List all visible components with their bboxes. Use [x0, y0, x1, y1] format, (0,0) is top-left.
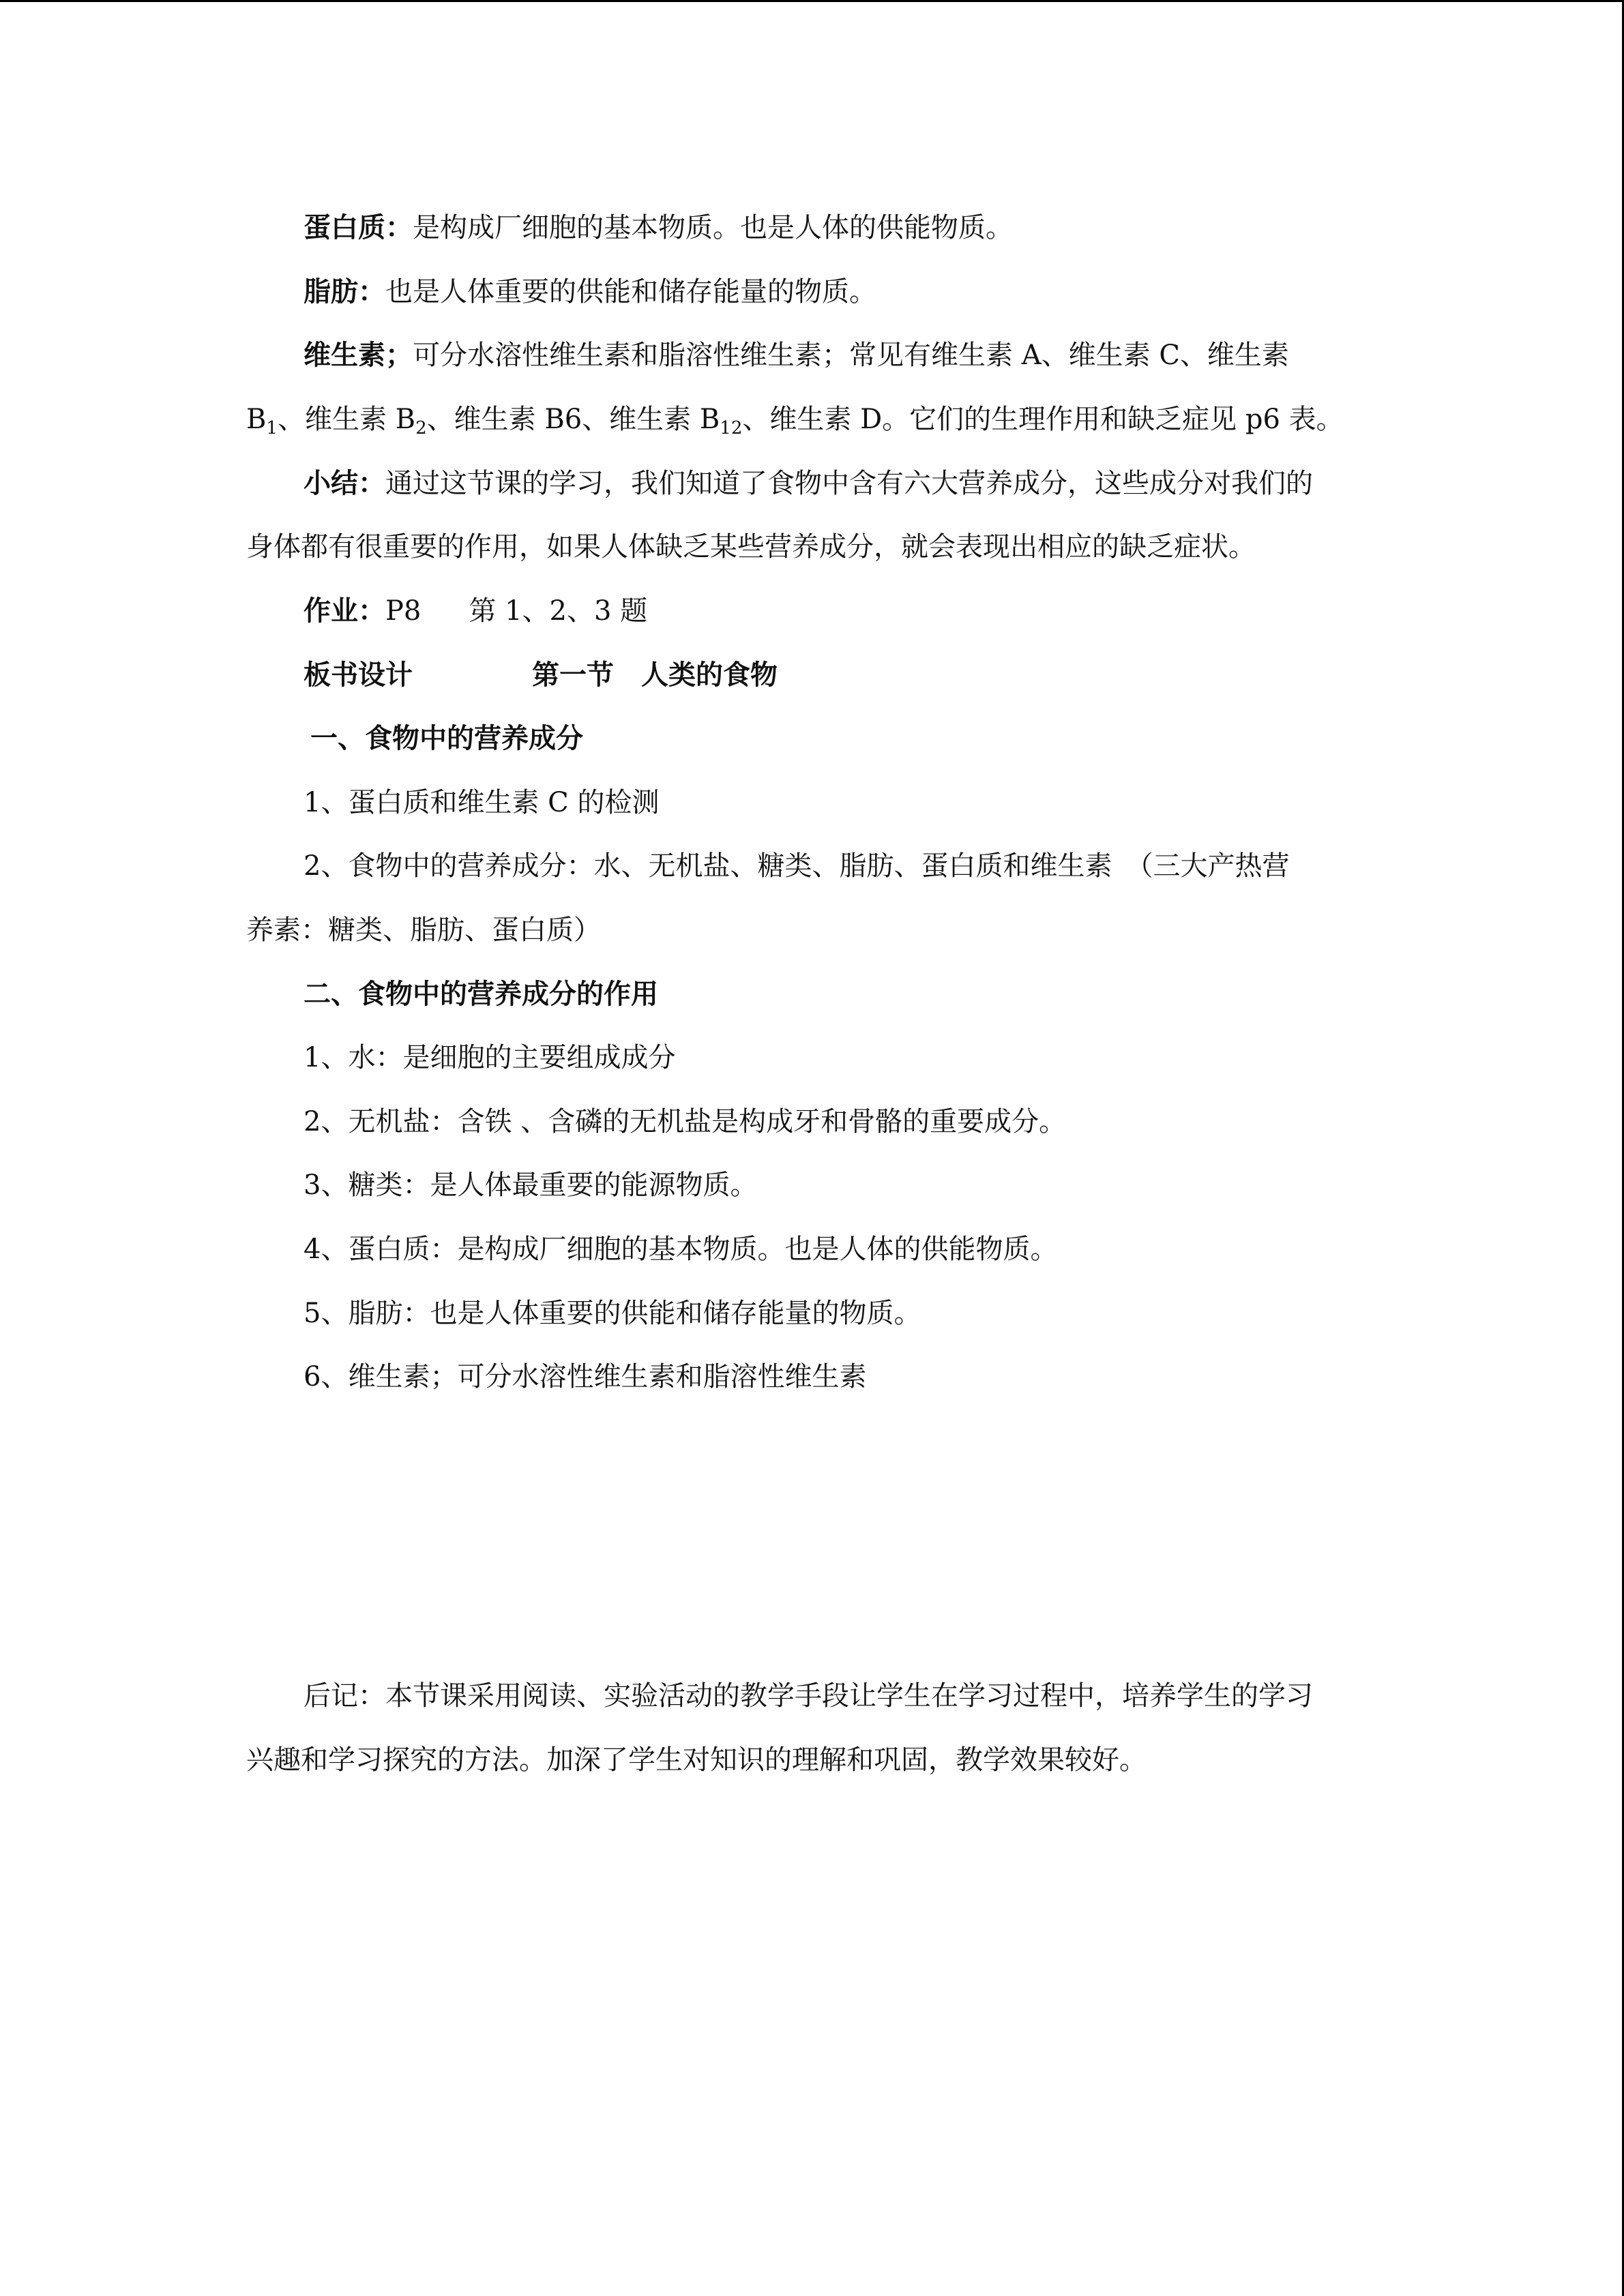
board-design-line	[304, 659, 778, 691]
list-item-continued: 养素：糖类、脂肪、蛋白质）	[246, 914, 601, 946]
label-homework: 作业：	[304, 595, 385, 627]
list-item: 1、水：是细胞的主要组成成分	[304, 1042, 676, 1073]
subscript-2: 2	[415, 418, 427, 438]
text-protein: 是构成厂细胞的基本物质。也是人体的供能物质。	[413, 212, 1013, 243]
label-fat: 脂肪：	[304, 276, 385, 308]
subscript-12: 12	[720, 418, 743, 438]
list-item: 2、无机盐：含铁 、含磷的无机盐是构成牙和骨骼的重要成分。	[304, 1106, 1067, 1137]
list-item: 2、食物中的营养成分：水、无机盐、糖类、脂肪、蛋白质和维生素 （三大产热营	[304, 850, 1290, 882]
label-board-design: 板书设计	[304, 659, 413, 691]
list-item: 1、蛋白质和维生素 C 的检测	[304, 787, 660, 818]
paragraph-homework: 作业：P8 第 1、2、3 题	[304, 595, 648, 627]
paragraph-summary-line2: 身体都有很重要的作用，如果人体缺乏某些营养成分，就会表现出相应的缺乏症状。	[246, 531, 1256, 563]
label-vitamin: 维生素；	[304, 340, 413, 371]
paragraph-summary: 小结：通过这节课的学习，我们知道了食物中含有六大营养成分，这些成分对我们的	[304, 468, 1313, 499]
list-item: 4、蛋白质：是构成厂细胞的基本物质。也是人体的供能物质。	[304, 1234, 1058, 1265]
text-fat: 也是人体重要的供能和储存能量的物质。	[385, 276, 876, 308]
list-item: 5、脂肪：也是人体重要的供能和储存能量的物质。	[304, 1298, 921, 1329]
paragraph-fat	[304, 275, 876, 308]
postscript-line2: 兴趣和学习探究的方法。加深了学生对知识的理解和巩固，教学效果较好。	[246, 1744, 1147, 1776]
label-protein: 蛋白质：	[304, 212, 413, 243]
paragraph-vitamin-line2: $B_1$、维生素 $B_2$、维生素 B6、维生素 $B_{12}$、维生素 D。它们的生理作用和缺乏症见 p6 表。	[246, 404, 1344, 438]
list-item: 3、糖类：是人体最重要的能源物质。	[304, 1169, 758, 1201]
postscript-line1: 后记：本节课采用阅读、实验活动的教学手段让学生在学习过程中，培养学生的学习	[304, 1680, 1313, 1712]
page-top-border	[0, 0, 1624, 2]
label-summary: 小结：	[304, 468, 385, 499]
paragraph-protein	[304, 211, 1013, 244]
board-title: 第一节 人类的食物	[532, 659, 778, 691]
paragraph-vitamin	[304, 339, 1289, 372]
text-vitamin-line1: 可分水溶性维生素和脂溶性维生素；常见有维生素 A、维生素 C、维生素	[413, 340, 1289, 371]
subscript-1: 1	[266, 418, 278, 438]
list-item: 6、维生素；可分水溶性维生素和脂溶性维生素	[304, 1361, 867, 1392]
section-heading-2: 二、食物中的营养成分的作用	[304, 979, 658, 1010]
section-heading-1: 一、食物中的营养成分	[310, 723, 583, 754]
